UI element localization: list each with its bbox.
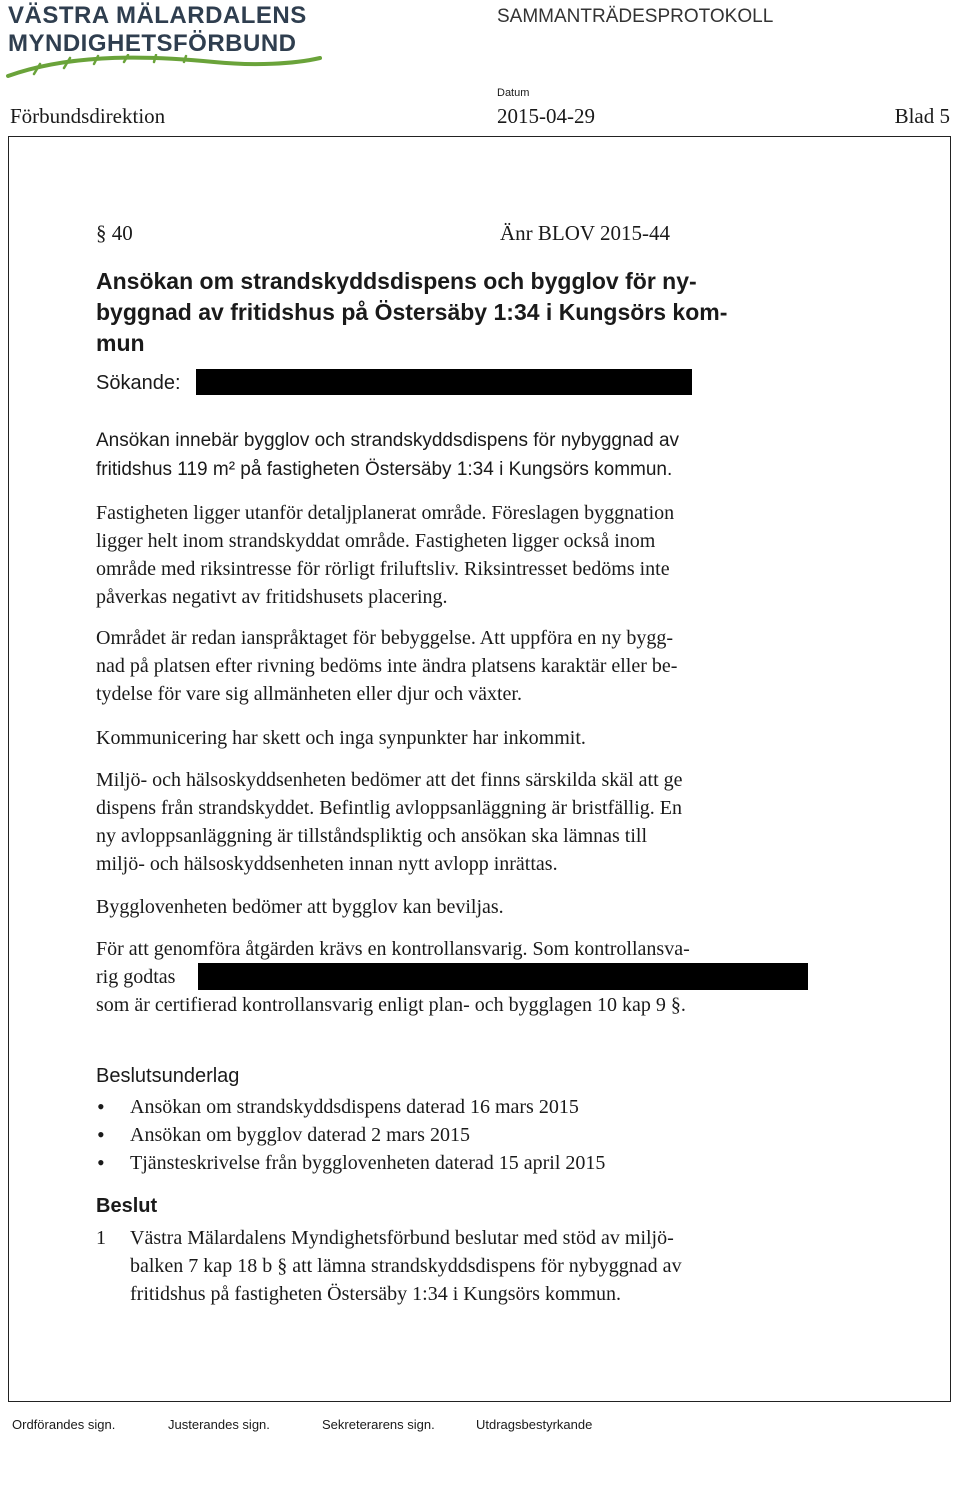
bullet-icon: • (97, 1094, 105, 1119)
body-text-line: som är certifierad kontrollansvarig enligt plan- och bygglagen 10 kap 9 §. (96, 994, 686, 1016)
date-value: 2015-04-29 (497, 104, 595, 128)
adjuster-signature-label: Justerandes sign. (168, 1417, 270, 1432)
body-text-line: Miljö- och hälsoskyddsenheten bedömer att det finns särskilda skäl att ge (96, 769, 683, 791)
bullet-icon: • (97, 1150, 105, 1175)
body-text-line: dispens från strandskyddet. Befintlig avloppsanläggning är bristfällig. En (96, 797, 682, 819)
redacted-applicant (196, 369, 692, 395)
decision-text-line: Västra Mälardalens Myndighetsförbund beslutar med stöd av miljö- (130, 1227, 674, 1249)
paragraph-number: § 40 (96, 221, 133, 245)
title-line: mun (96, 330, 145, 356)
body-text-line: miljö- och hälsoskyddsenheten innan nytt avlopp inrättas. (96, 853, 558, 875)
body-text-line: Ansökan innebär bygglov och strandskyddsdispens för nybyggnad av (96, 430, 680, 451)
decision-text-line: fritidshus på fastigheten Östersäby 1:34 i Kungsörs kommun. (130, 1283, 622, 1305)
body-text-line: rig godtas (96, 966, 176, 988)
body-text-line: Kommunicering har skett och inga synpunkter har inkommit. (96, 727, 586, 749)
logo-swoosh-icon (4, 54, 324, 80)
organization-unit: Förbundsdirektion (10, 104, 166, 128)
redacted-controller-name (198, 963, 808, 990)
secretary-signature-label: Sekreterarens sign. (322, 1417, 435, 1432)
title-line: byggnad av fritidshus på Östersäby 1:34 i Kungsörs kom- (96, 299, 728, 325)
body-text-line: nad på platsen efter rivning bedöms inte ändra platsens karaktär eller be- (96, 655, 678, 677)
body-text-line: För att genomföra åtgärden krävs en kontrollansvarig. Som kontrollansva- (96, 938, 690, 960)
logo-text-line2: MYNDIGHETSFÖRBUND (8, 30, 297, 57)
list-item: Ansökan om strandskyddsdispens daterad 16 mars 2015 (130, 1096, 579, 1118)
body-text-line: ny avloppsanläggning är tillståndspliktig och ansökan ska lämnas till (96, 825, 648, 847)
case-number: Änr BLOV 2015-44 (500, 221, 670, 245)
extract-certification-label: Utdragsbestyrkande (476, 1417, 593, 1432)
bullet-icon: • (97, 1122, 105, 1147)
organization-logo (4, 0, 324, 80)
applicant-label: Sökande: (96, 372, 181, 394)
body-text-line: ligger helt inom strandskyddat område. Fastigheten ligger också inom (96, 530, 656, 552)
logo-text-line1: VÄSTRA MÄLARDALENS (8, 2, 307, 29)
decision-text-line: balken 7 kap 18 b § att lämna strandskyddsdispens för nybyggnad av (130, 1255, 682, 1277)
page-title (96, 266, 816, 359)
list-item: Tjänsteskrivelse från bygglovenheten daterad 15 april 2015 (130, 1152, 606, 1174)
sheet-number: Blad 5 (894, 104, 950, 128)
body-text-line: påverkas negativt av fritidshusets placering. (96, 586, 448, 608)
body-text-line: Området är redan ianspråktaget för bebyggelse. Att uppföra en ny bygg- (96, 627, 674, 649)
date-label: Datum (497, 87, 530, 99)
body-text-line: fritidshus 119 m² på fastigheten Östersäby 1:34 i Kungsörs kommun. (96, 459, 673, 480)
document-type: SAMMANTRÄDESPROTOKOLL (497, 6, 774, 27)
body-text-line: område med riksintresse för rörligt friluftsliv. Riksintresset bedöms inte (96, 558, 670, 580)
list-item: Ansökan om bygglov daterad 2 mars 2015 (130, 1124, 470, 1146)
body-text-line: Bygglovenheten bedömer att bygglov kan beviljas. (96, 896, 504, 918)
title-line: Ansökan om strandskyddsdispens och bygglov för ny- (96, 268, 697, 294)
chair-signature-label: Ordförandes sign. (12, 1417, 116, 1432)
basis-heading: Beslutsunderlag (96, 1065, 240, 1087)
decision-number: 1 (96, 1227, 106, 1249)
decision-heading: Beslut (96, 1195, 158, 1217)
body-text-line: Fastigheten ligger utanför detaljplanerat område. Föreslagen byggnation (96, 502, 675, 524)
body-text-line: tydelse för vare sig allmänheten eller djur och växter. (96, 683, 522, 705)
